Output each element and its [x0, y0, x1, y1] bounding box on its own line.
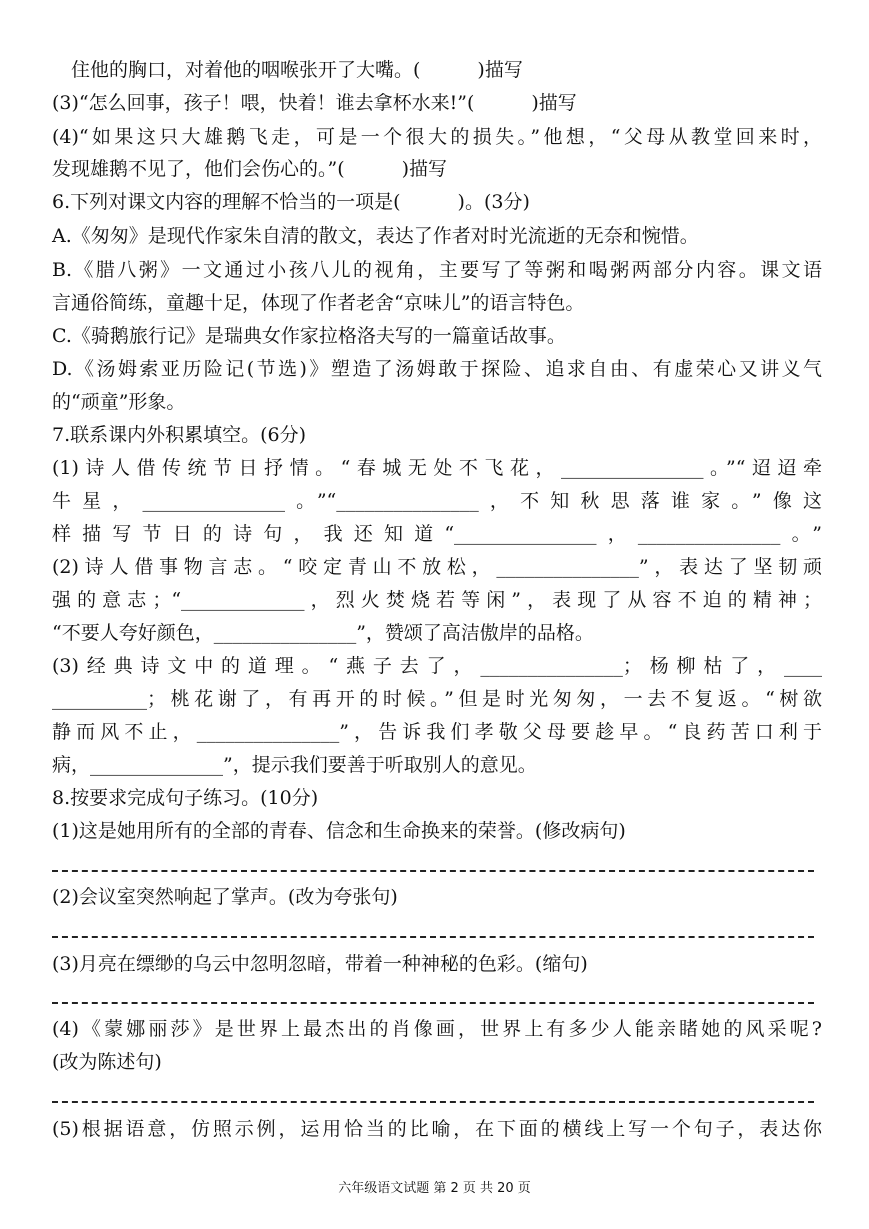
q7-item3-line4: 病，______________”，提示我们要善于听取别人的意见。	[52, 754, 537, 776]
q7-item2-line1: (2)诗人借事物言志。“咬定青山不放松，_______________”，表达了坚韧顽	[52, 556, 822, 578]
q7-heading: 7.联系课内外积累填空。(6分)	[52, 424, 307, 446]
q6-option-b-line1: B.《腊八粥》一文通过小孩八儿的视角，主要写了等粥和喝粥两部分内容。课文语	[52, 259, 822, 281]
q8-item1: (1)这是她用所有的全部的青春、信念和生命换来的荣誉。(修改病句)	[52, 820, 626, 842]
q6-option-c: C.《骑鹅旅行记》是瑞典女作家拉格洛夫写的一篇童话故事。	[52, 325, 566, 347]
q7-item2-line3: “不要人夸好颜色，_______________”，赞颂了高洁傲岸的品格。	[52, 622, 594, 644]
answer-line-4[interactable]	[52, 1101, 814, 1103]
page-footer: 六年级语文试题 第 2 页 共 20 页	[338, 1181, 531, 1196]
q8-item3: (3)月亮在缥缈的乌云中忽明忽暗，带着一种神秘的色彩。(缩句)	[52, 953, 588, 975]
q7-item3-line1: (3)经典诗文中的道理。“燕子去了，_______________；杨柳枯了，____	[52, 655, 822, 677]
q7-item1-line3: 样描写节日的诗句，我还知道“_______________，_______________。”	[52, 523, 822, 545]
q7-item3-line3: 静而风不止，_______________”，告诉我们孝敬父母要趁早。“良药苦口利于	[52, 721, 822, 743]
q7-item2-line2: 强的意志；“_____________，烈火焚烧若等闲”，表现了从容不迫的精神；	[52, 589, 822, 611]
q5-item3: (3)“怎么回事，孩子！喂，快着！谁去拿杯水来!”( )描写	[52, 92, 577, 114]
q7-item3-line2: __________；桃花谢了，有再开的时候。”但是时光匆匆，一去不复返。“树欲	[52, 688, 822, 710]
answer-line-3[interactable]	[52, 1002, 814, 1004]
q6-option-d-line1: D.《汤姆索亚历险记(节选)》塑造了汤姆敢于探险、追求自由、有虚荣心又讲义气	[52, 358, 822, 380]
q6-option-a: A.《匆匆》是现代作家朱自清的散文，表达了作者对时光流逝的无奈和惋惜。	[52, 225, 699, 247]
q5-item4-line1: (4)“如果这只大雄鹅飞走，可是一个很大的损失。”他想，“父母从教堂回来时，	[52, 126, 822, 148]
q6-option-d-line2: 的“顽童”形象。	[52, 391, 186, 413]
q7-item1-line1: (1)诗人借传统节日抒情。“春城无处不飞花，_______________。”“迢迢牵	[52, 457, 822, 479]
q8-item2: (2)会议室突然响起了掌声。(改为夸张句)	[52, 886, 398, 908]
q8-item5-line1: (5)根据语意，仿照示例，运用恰当的比喻，在下面的横线上写一个句子，表达你	[52, 1118, 822, 1140]
answer-line-1[interactable]	[52, 870, 814, 872]
q8-item4-line2: (改为陈述句)	[52, 1051, 162, 1073]
q7-item1-line2: 牛星，_______________。”“_______________，不知秋思落谁家。”像这	[52, 490, 822, 512]
q8-item4-line1: (4)《蒙娜丽莎》是世界上最杰出的肖像画，世界上有多少人能亲睹她的风采呢?	[52, 1018, 822, 1040]
q6-option-b-line2: 言通俗简练，童趣十足，体现了作者老舍“京味儿”的语言特色。	[52, 292, 585, 314]
q8-heading: 8.按要求完成句子练习。(10分)	[52, 787, 319, 809]
q6-heading: 6.下列对课文内容的理解不恰当的一项是( )。(3分)	[52, 191, 530, 213]
q5-item2-continuation: 住他的胸口，对着他的咽喉张开了大嘴。( )描写	[52, 59, 523, 81]
q5-item4-line2: 发现雄鹅不见了，他们会伤心的。”( )描写	[52, 158, 448, 180]
answer-line-2[interactable]	[52, 936, 814, 938]
